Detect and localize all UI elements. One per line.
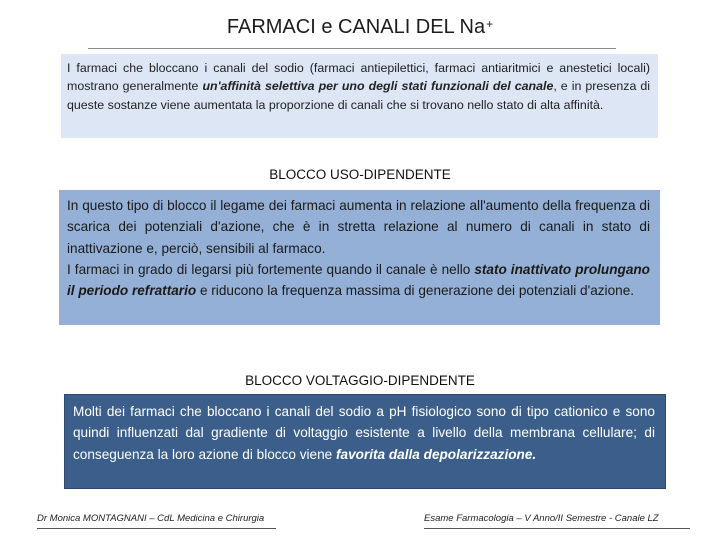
footer-left-underline	[37, 528, 276, 529]
footer-author: Dr Monica MONTAGNANI – CdL Medicina e Chirurgia	[37, 513, 265, 524]
intro-box	[61, 54, 658, 138]
use-dependent-text-a: I farmaci in grado di legarsi più fortemente quando il canale è nello	[67, 261, 475, 277]
intro-text-3: , e in presenza di queste sostanze viene aumentata la proporzione di canali che si trovano nello stato di alta affinità.	[67, 79, 651, 112]
intro-emphasis: un'affinità selettiva per uno degli stati funzionali del canale	[202, 79, 554, 94]
use-dependent-text-b: e riducono la frequenza massima di generazione dei potenziali d'azione.	[196, 283, 635, 299]
footer-right-underline	[424, 528, 690, 529]
voltage-dependent-box	[64, 394, 666, 489]
use-dependent-emphasis: stato inattivato prolungano il periodo refrattario	[67, 261, 650, 299]
footer-course: Esame Farmacologia – V Anno/II Semestre - Canale LZ	[424, 513, 659, 524]
slide-title	[0, 16, 720, 39]
title-divider	[88, 48, 616, 49]
voltage-dependent-text: Molti dei farmaci che bloccano i canali del sodio a pH fisiologico sono di tipo cationico e sono quindi influenzati dal gradiente di voltaggio esistente a livello della membrana cellulare; di conseguenza la loro azione di blocco viene	[73, 404, 655, 462]
voltage-dependent-emphasis: favorita dalla depolarizzazione.	[336, 446, 537, 462]
intro-text-1: I farmaci che bloccano i canali del sodio (farmaci antiepilettici, farmaci antiaritmici e anestetici locali) mostrano generalmente	[67, 61, 650, 94]
voltage-dependent-heading: BLOCCO VOLTAGGIO-DIPENDENTE	[245, 373, 475, 388]
use-dependent-heading: BLOCCO USO-DIPENDENTE	[269, 167, 451, 182]
slide-title-superscript: +	[486, 17, 494, 31]
use-dependent-para-1: In questo tipo di blocco il legame dei farmaci aumenta in relazione all'aumento della frequenza di scarica dei potenziali d'azione, che è in stretta relazione al numero di canali in stato di inattivazione e, perciò, sensibili al farmaco.	[67, 198, 650, 256]
use-dependent-para-2	[67, 259, 650, 302]
slide-title-text: FARMACI e CANALI DEL Na	[226, 16, 486, 38]
use-dependent-box	[59, 190, 660, 325]
